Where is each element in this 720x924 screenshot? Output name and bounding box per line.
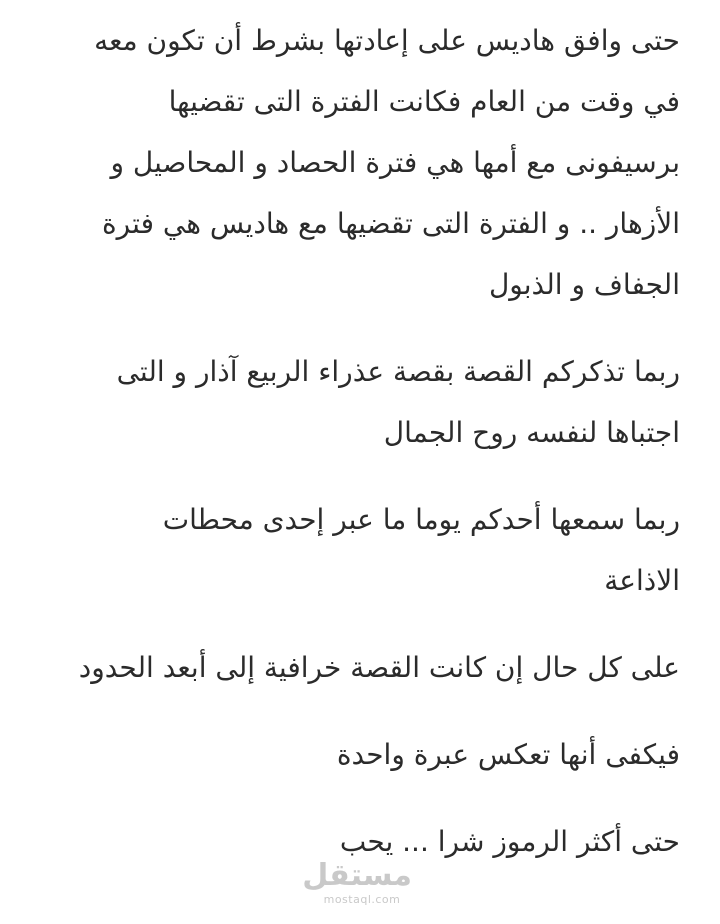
text-line: فيكفى أنها تعكس عبرة واحدة — [336, 738, 680, 771]
paragraph-5 — [40, 724, 680, 785]
article-body — [40, 10, 680, 898]
text-line: اجتباها لنفسه روح الجمال — [383, 416, 680, 449]
text-line: في وقت من العام فكانت الفترة التى تقضيها — [168, 85, 680, 118]
watermark-url: mostaql.com — [323, 893, 401, 906]
paragraph-3 — [40, 489, 680, 611]
paragraph-2 — [40, 341, 680, 463]
text-line: حتى أكثر الرموز شرا ... يحب — [339, 825, 680, 858]
text-line: الجفاف و الذبول — [488, 268, 680, 301]
paragraph-1 — [40, 10, 680, 315]
text-line: الاذاعة — [604, 564, 680, 597]
mostaql-watermark — [302, 858, 412, 906]
text-line: على كل حال إن كانت القصة خرافية إلى أبعد الحدود — [78, 651, 680, 684]
text-line: برسيفونى مع أمها هي فترة الحصاد و المحاصيل و — [110, 146, 680, 179]
text-line: الأزهار .. و الفترة التى تقضيها مع هاديس هي فترة — [102, 207, 680, 240]
text-line: ربما تذكركم القصة بقصة عذراء الربيع آذار و التى — [116, 355, 680, 388]
text-line: حتى وافق هاديس على إعادتها بشرط أن تكون معه — [94, 24, 680, 57]
text-line: ربما سمعها أحدكم يوما ما عبر إحدى محطات — [162, 503, 680, 536]
paragraph-4 — [40, 637, 680, 698]
watermark-logo: مستقل — [302, 858, 412, 893]
